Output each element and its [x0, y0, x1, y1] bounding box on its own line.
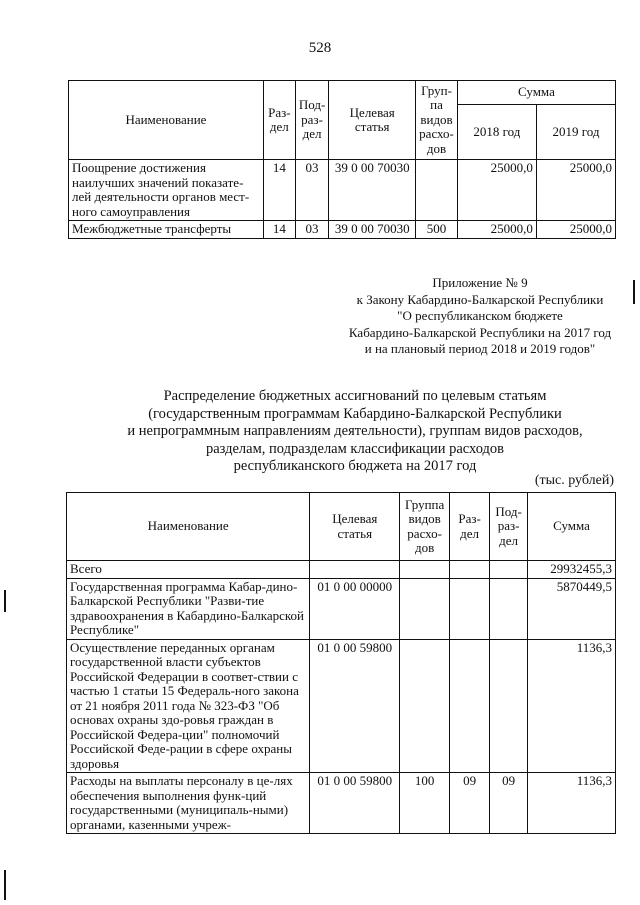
- units-label: (тыс. рублей): [534, 473, 614, 488]
- scan-edge-mark: [4, 590, 6, 612]
- cell-target: 01 0 00 59800: [310, 639, 400, 773]
- cell-razdel: 14: [263, 160, 295, 221]
- scan-edge-mark: [633, 280, 635, 304]
- appendix-line: Кабардино-Балкарской Республики на 2017 год: [348, 324, 612, 340]
- table-row: [69, 221, 616, 239]
- cell-sum: 5870449,5: [528, 578, 616, 639]
- col-header-target: Целевая статья: [329, 81, 416, 160]
- col-header-name: Наименование: [69, 81, 264, 160]
- cell-podrazdel: 03: [295, 160, 328, 221]
- cell-podrazdel: [490, 639, 528, 773]
- cell-group: [400, 561, 450, 579]
- title-line: Распределение бюджетных ассигнований по целевым статьям: [163, 388, 547, 404]
- page-number: 528: [308, 40, 332, 56]
- col-header-year-2019: 2019 год: [536, 105, 615, 160]
- cell-group: 100: [400, 773, 450, 834]
- cell-group: 500: [416, 221, 458, 239]
- table-row: [67, 578, 616, 639]
- cell-sum: 1136,3: [528, 639, 616, 773]
- title-line: и непрограммным направлениям деятельности), группам видов расходов,: [127, 423, 583, 439]
- cell-name: Расходы на выплаты персоналу в це-лях обеспечения выполнения функ-ций государственными (муниципаль-ными) органами, казенными учреж-: [67, 773, 310, 834]
- col-header-sum: Сумма: [457, 81, 615, 105]
- cell-target: 01 0 00 59800: [310, 773, 400, 834]
- cell-name: Поощрение достижения наилучших значений показате-лей деятельности органов мест-ного самоуправления: [69, 160, 264, 221]
- cell-sum: 1136,3: [528, 773, 616, 834]
- col-header-year-2018: 2018 год: [457, 105, 536, 160]
- col-header-name: Наименование: [67, 493, 310, 561]
- cell-sum-2018: 25000,0: [457, 221, 536, 239]
- col-header-sum: Сумма: [528, 493, 616, 561]
- cell-razdel: [450, 639, 490, 773]
- cell-name: Межбюджетные трансферты: [69, 221, 264, 239]
- cell-name: Государственная программа Кабар-дино-Балкарской Республики "Разви-тие здравоохранения в Кабардино-Балкарской Республике": [67, 578, 310, 639]
- table-row: [67, 639, 616, 773]
- col-header-target: Целевая статья: [310, 493, 400, 561]
- cell-group: [416, 160, 458, 221]
- cell-name: Осуществление переданных органам государственной власти субъектов Российской Федерации в соответ-ствии с частью 1 статьи 15 Федераль-ного закона от 21 ноября 2011 года № 323-ФЗ "Об основах охраны здо-ровья граждан в Российской Федера-ции" полномочий Российской Феде-рации в сфере охраны здоровья: [67, 639, 310, 773]
- cell-razdel: 09: [450, 773, 490, 834]
- col-header-razdel: Раз- дел: [263, 81, 295, 160]
- cell-target: 01 0 00 00000: [310, 578, 400, 639]
- table-header-row: [69, 81, 616, 105]
- title-line: республиканского бюджета на 2017 год: [233, 458, 477, 474]
- cell-podrazdel: 03: [295, 221, 328, 239]
- col-header-group: Группа видов расхо- дов: [400, 493, 450, 561]
- appendix-block: [330, 275, 630, 358]
- cell-razdel: [450, 561, 490, 579]
- appendix-number: Приложение № 9: [432, 275, 528, 290]
- cell-razdel: [450, 578, 490, 639]
- table-row: [67, 773, 616, 834]
- appendix-line: "О республиканском бюджете: [397, 308, 563, 323]
- table-header-row: [67, 493, 616, 561]
- cell-sum-2018: 25000,0: [457, 160, 536, 221]
- cell-podrazdel: [490, 561, 528, 579]
- cell-sum-2019: 25000,0: [536, 160, 615, 221]
- cell-sum-2019: 25000,0: [536, 221, 615, 239]
- col-header-podrazdel: Под- раз- дел: [295, 81, 328, 160]
- cell-group: [400, 639, 450, 773]
- cell-podrazdel: 09: [490, 773, 528, 834]
- cell-target: 39 0 00 70030: [329, 160, 416, 221]
- document-title: [70, 388, 640, 476]
- cell-group: [400, 578, 450, 639]
- allocation-table-continued: [68, 80, 616, 239]
- allocation-table: [66, 492, 616, 834]
- table-row: [69, 160, 616, 221]
- cell-target: [310, 561, 400, 579]
- cell-razdel: 14: [263, 221, 295, 239]
- appendix-line: и на плановый период 2018 и 2019 годов": [364, 341, 596, 356]
- col-header-podrazdel: Под- раз- дел: [490, 493, 528, 561]
- cell-sum: 29932455,3: [528, 561, 616, 579]
- title-line: разделам, подразделам классификации расходов: [205, 440, 505, 457]
- title-line: (государственным программам Кабардино-Балкарской Республики: [148, 405, 562, 422]
- cell-target: 39 0 00 70030: [329, 221, 416, 239]
- cell-name: Всего: [67, 561, 310, 579]
- appendix-line: к Закону Кабардино-Балкарской Республики: [356, 291, 604, 307]
- col-header-razdel: Раз- дел: [450, 493, 490, 561]
- col-header-group: Груп- па видов расхо- дов: [416, 81, 458, 160]
- table-row: [67, 561, 616, 579]
- scan-edge-mark: [4, 870, 6, 900]
- cell-podrazdel: [490, 578, 528, 639]
